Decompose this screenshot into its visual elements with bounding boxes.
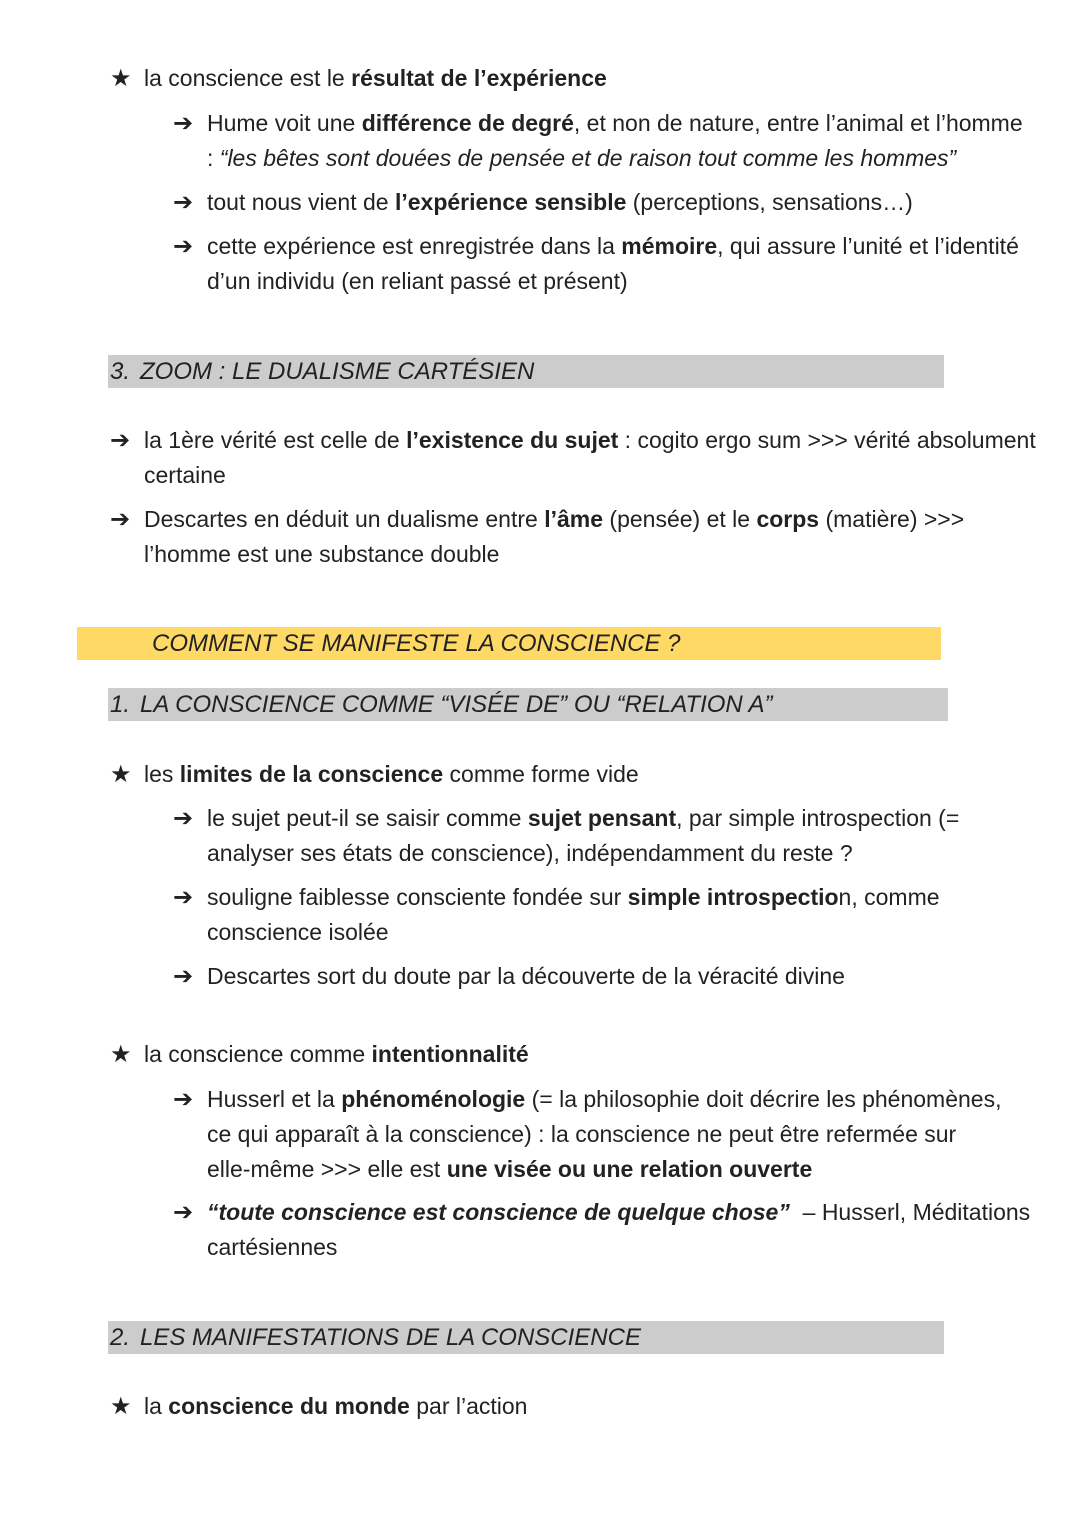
main-heading-comment-se-manifeste: COMMENT SE MANIFESTE LA CONSCIENCE ? <box>77 627 941 660</box>
arrow-item-text: le sujet peut-il se saisir comme sujet pensant, par simple introspection (= analyser ses états de conscience), indépendamment du reste ? <box>207 805 960 866</box>
arrow-item-text: la 1ère vérité est celle de l’existence du sujet : cogito ergo sum >>> vérité absolument certaine <box>144 427 1036 488</box>
arrow-item-text: Husserl et la phénoménologie (= la philosophie doit décrire les phénomènes, ce qui apparaît à la conscience) : la conscience ne peut être refermée sur elle-même >>> elle est une visée ou une relation ouverte <box>207 1086 1002 1182</box>
arrow-item-veracite-divine <box>173 959 845 994</box>
star-icon: ★ <box>110 1041 132 1068</box>
arrow-item-text: Descartes sort du doute par la découverte de la véracité divine <box>207 963 845 989</box>
section-heading-visee-de: 1. LA CONSCIENCE COMME “VISÉE DE” OU “RELATION A” <box>108 688 948 721</box>
arrow-item-text: souligne faiblesse consciente fondée sur simple introspection, comme conscience isolée <box>207 884 940 945</box>
section-heading-manifestations: 2. LES MANIFESTATIONS DE LA CONSCIENCE <box>108 1321 944 1354</box>
arrow-right-icon: ➔ <box>110 506 131 533</box>
arrow-item-hume <box>173 106 1023 176</box>
arrow-right-icon: ➔ <box>173 1199 194 1226</box>
bullet-intentionnalite <box>110 1037 529 1072</box>
arrow-item-cogito <box>110 423 1036 493</box>
bullet-text: la conscience du monde par l’action <box>144 1393 528 1419</box>
star-icon: ★ <box>110 1393 132 1420</box>
arrow-right-icon: ➔ <box>173 805 194 832</box>
arrow-item-text: Descartes en déduit un dualisme entre l’âme (pensée) et le corps (matière) >>> l’homme est une substance double <box>144 506 965 567</box>
bullet-resultat-experience <box>110 61 607 96</box>
section-heading-zoom: 3. ZOOM : LE DUALISME CARTÉSIEN <box>108 355 944 388</box>
bullet-text: la conscience est le résultat de l’expérience <box>144 65 607 91</box>
arrow-item-text: Hume voit une différence de degré, et non de nature, entre l’animal et l’homme : “les bêtes sont douées de pensée et de raison tout comme les hommes” <box>207 110 1023 171</box>
arrow-item-citation-husserl <box>173 1195 1030 1265</box>
arrow-right-icon: ➔ <box>173 233 194 260</box>
arrow-item-text: cette expérience est enregistrée dans la mémoire, qui assure l’unité et l’identité d’un individu (en reliant passé et présent) <box>207 233 1019 294</box>
arrow-item-introspection <box>173 880 940 950</box>
arrow-right-icon: ➔ <box>110 427 131 454</box>
arrow-item-text: tout nous vient de l’expérience sensible (perceptions, sensations…) <box>207 189 913 215</box>
arrow-item-text: “toute conscience est conscience de quelque chose” – Husserl, Méditations cartésiennes <box>207 1199 1031 1260</box>
bullet-text: la conscience comme intentionnalité <box>144 1041 529 1067</box>
arrow-item-memoire <box>173 229 1019 299</box>
arrow-right-icon: ➔ <box>173 1086 194 1113</box>
bullet-text: les limites de la conscience comme forme vide <box>144 761 639 787</box>
arrow-right-icon: ➔ <box>173 110 194 137</box>
arrow-right-icon: ➔ <box>173 963 194 990</box>
bullet-conscience-du-monde <box>110 1389 527 1424</box>
bullet-limites-conscience <box>110 757 639 792</box>
arrow-item-sujet-pensant <box>173 801 959 871</box>
arrow-item-experience-sensible <box>173 185 913 220</box>
star-icon: ★ <box>110 65 132 92</box>
arrow-right-icon: ➔ <box>173 884 194 911</box>
arrow-item-dualisme <box>110 502 964 572</box>
arrow-right-icon: ➔ <box>173 189 194 216</box>
star-icon: ★ <box>110 761 132 788</box>
arrow-item-husserl <box>173 1082 1001 1187</box>
